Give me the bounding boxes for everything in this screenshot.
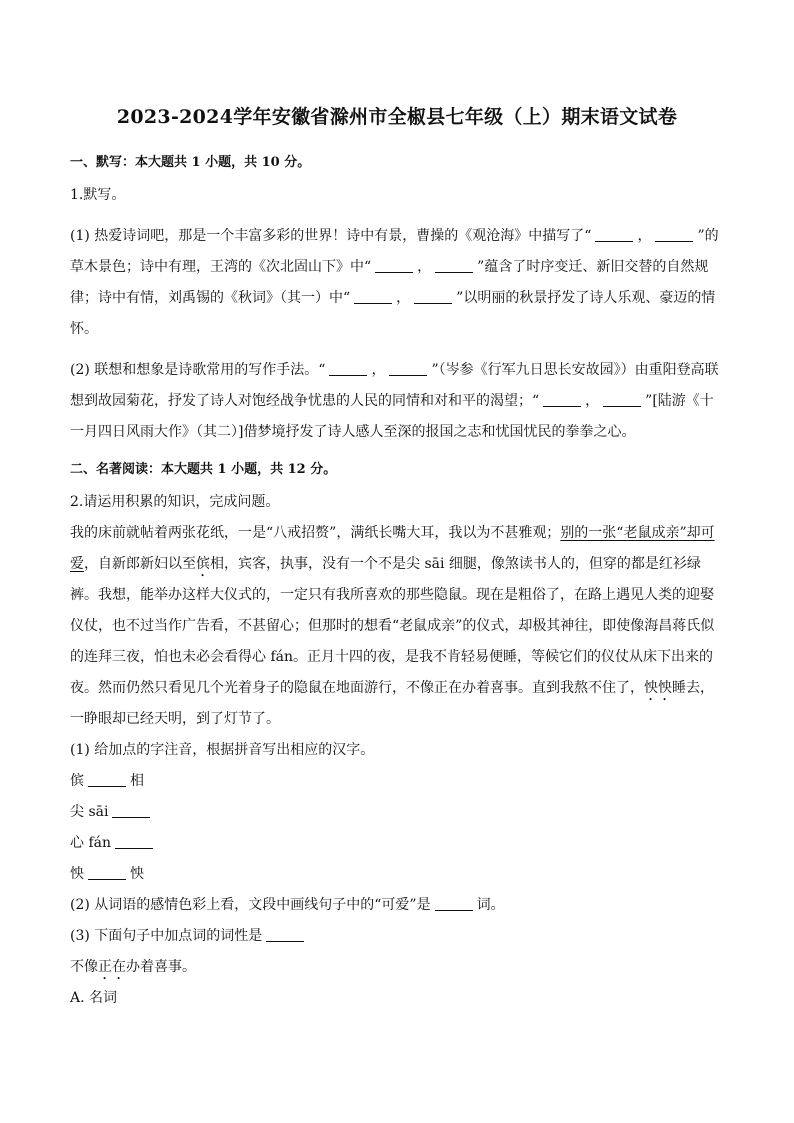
text-segment: ， (396, 290, 411, 306)
answer-blank[interactable] (375, 258, 413, 273)
answer-blank[interactable] (389, 361, 427, 376)
answer-blank[interactable] (354, 289, 392, 304)
question-2-label: 2.请运用积累的知识，完成问题。 (70, 494, 280, 510)
answer-blank[interactable] (88, 865, 126, 880)
answer-blank[interactable] (266, 927, 304, 942)
answer-item-3 (70, 828, 724, 859)
answer-blank[interactable] (414, 289, 452, 304)
text-segment: (3) 下面句子中加点词的词性是 (70, 928, 263, 944)
text-segment: ”以明丽的秋景抒发了诗人乐观、豪迈的情怀。 (70, 290, 716, 337)
answer-blank[interactable] (435, 896, 473, 911)
exam-page (70, 102, 724, 1014)
answer-item-2 (70, 797, 724, 828)
text-segment: 不像 (70, 959, 98, 975)
text-segment: ， (371, 362, 386, 378)
text-segment: 相，宾客，执事，没有一个不是尖 sāi 细腿，像煞读书人的，但穿的都是红衫绿裤。我想，能举办这样大仪式的，一定只有我所喜欢的那些隐鼠。现在是粗俗了，在路上遇见人类的迎娶仪仗，也不过当作广告看，不甚留心；但那时的想看“老鼠成亲”的仪式，却极其神往，即使像海昌蒋氏似的连拜三夜，怕也未必会看得心 fán。正月十四的夜，是我不肯轻易便睡，等候它们的仪仗从床下出来的夜。然而仍然只看见几个光着身子的隐鼠在地面游行，不像正在办着喜事。直到我熬不住了， (70, 556, 715, 696)
text-segment: (2) 从词语的感情色彩上看，文段中画线句子中的“可爱”是 (70, 897, 431, 913)
answer-item-1 (70, 766, 724, 797)
answer-blank[interactable] (435, 258, 473, 273)
question-1-label: 1.默写。 (70, 187, 126, 203)
text-segment: ”（岑参《行军九日思长安故园》）由重阳登高联想到故园菊花，抒发了诗人对饱经战争忧患的人民的同情和对和平的渴望；“ (70, 362, 719, 409)
sub-question-3 (70, 921, 724, 952)
answer-blank[interactable] (543, 392, 581, 407)
text-segment: ，自新郎新妇以至 (84, 556, 196, 572)
example-sentence (70, 952, 724, 983)
text-segment: ”[陆游《十一月四日风雨大作》（其二）]借梦境抒发了诗人感人至深的报国之志和忧国忧民的拳拳之心。 (70, 393, 714, 440)
answer-blank[interactable] (115, 834, 153, 849)
question-1-part-2 (70, 355, 724, 448)
text-segment: ， (637, 228, 652, 244)
text-segment: 尖 sāi (70, 804, 109, 820)
text-segment: ”蕴含了时序变迁、新旧交替的自然规律；诗中有情，刘禹锡的《秋词》（其一）中“ (70, 259, 709, 306)
text-segment: 我的床前就帖着两张花纸，一是“八戒招赘”，满纸长嘴大耳，我以为不甚雅观； (70, 525, 561, 541)
sub-question-1: (1) 给加点的字注音，根据拼音写出相应的汉字。 (70, 742, 375, 758)
option-a[interactable]: A. 名词 (70, 990, 118, 1006)
text-segment: (1) 热爱诗词吧，那是一个丰富多彩的世界！诗中有景，曹操的《观沧海》中描写了“ (70, 228, 592, 244)
text-segment: 心 fán (70, 835, 111, 851)
sub-question-2 (70, 890, 724, 921)
text-segment: 睡去，一睁眼却已经天明，到了灯节了。 (70, 680, 714, 727)
answer-blank[interactable] (603, 392, 641, 407)
text-segment: 词。 (476, 897, 505, 913)
text-segment: 办着喜事。 (126, 959, 196, 975)
answer-blank[interactable] (595, 227, 633, 242)
text-segment: ”的草木景色；诗中有理，王湾的《次北固山下》中“ (70, 228, 719, 275)
reading-passage (70, 518, 724, 735)
underlined-sentence: 别的一张“老鼠成亲”却可爱 (70, 525, 715, 572)
text-segment: 相 (130, 773, 144, 789)
text-segment: 怏 (70, 866, 84, 882)
dotted-word: 正在 (98, 959, 126, 975)
answer-blank[interactable] (655, 227, 693, 242)
answer-blank[interactable] (329, 361, 367, 376)
text-segment: (2) 联想和想象是诗歌常用的写作手法。“ (70, 362, 326, 378)
answer-blank[interactable] (88, 772, 126, 787)
section-1-heading: 一、默写：本大题共 1 小题，共 10 分。 (70, 155, 311, 170)
text-segment: ， (417, 259, 432, 275)
question-1-part-1 (70, 221, 724, 345)
answer-blank[interactable] (112, 803, 150, 818)
text-segment: ， (585, 393, 600, 409)
text-segment: 怏 (130, 866, 144, 882)
section-2-heading: 二、名著阅读：本大题共 1 小题，共 12 分。 (70, 462, 337, 477)
page-title: 2023-2024学年安徽省滁州市全椒县七年级（上）期末语文试卷 (116, 106, 678, 128)
dotted-character: 傧 (196, 556, 210, 572)
text-segment: 傧 (70, 773, 84, 789)
answer-item-4 (70, 859, 724, 890)
dotted-character: 怏怏 (644, 680, 672, 696)
